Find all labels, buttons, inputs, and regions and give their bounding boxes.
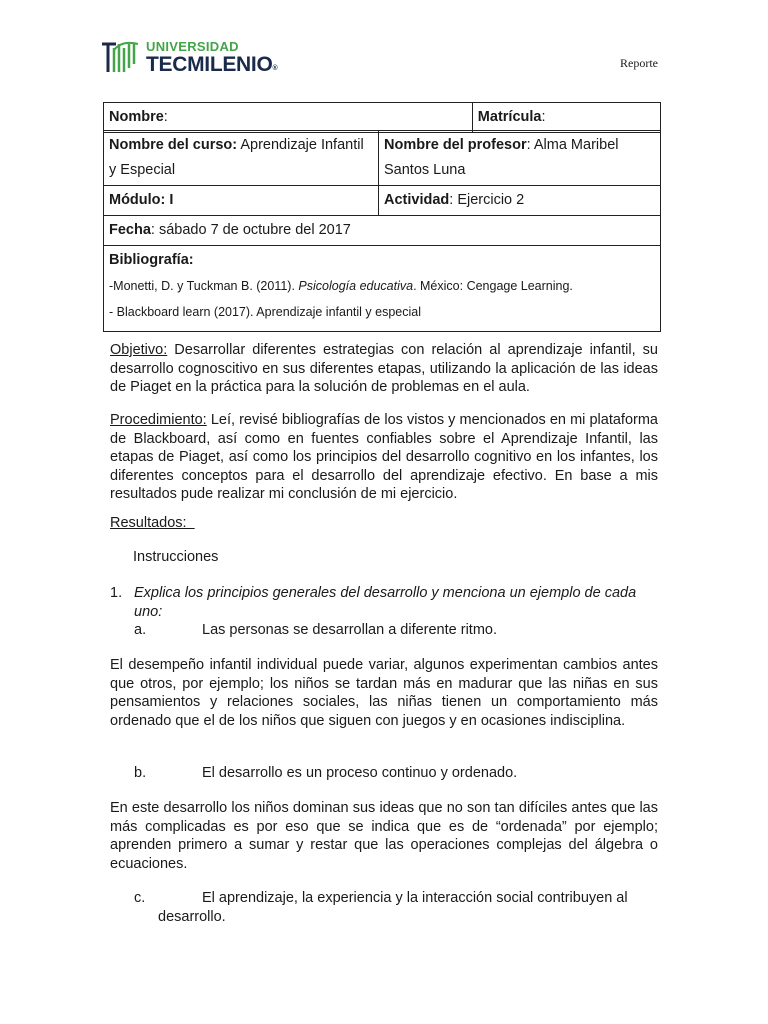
cell-nombre: Nombre: [104, 103, 473, 133]
item-c-text-continued: desarrollo. [158, 909, 226, 925]
tecmilenio-logo [100, 38, 300, 78]
question-1-text: Explica los principios generales del desarrollo y menciona un ejemplo de cada uno: [134, 585, 637, 620]
bibliography-item: -Monetti, D. y Tuckman B. (2011). Psicología educativa. México: Cengage Learning. [109, 279, 573, 293]
item-c-text: El aprendizaje, la experiencia y la interacción social contribuyen al [202, 890, 628, 906]
item-a-text: Las personas se desarrollan a diferente ritmo. [202, 622, 497, 638]
cell-matricula: Matrícula: [472, 103, 660, 133]
resultados-heading: Resultados: [110, 515, 195, 531]
cell-modulo: Módulo: I [104, 186, 379, 216]
bibliography-list [109, 277, 655, 321]
cell-actividad: Actividad: Ejercicio 2 [379, 186, 661, 216]
item-a-label: a. [134, 622, 147, 638]
item-b-text: El desarrollo es un proceso continuo y ordenado. [202, 765, 518, 781]
procedimiento-paragraph: Procedimiento: Leí, revisé bibliografías de los vistos y mencionados en mi plataforma de Blackboard, así como en fuentes confiables sobre el Aprendizaje Infantil, las etapas de Piaget, así como los principios del desarrollo cognitivo en los infantes, los diferentes conceptos para el desarrollo del aprendizaje efectivo. En base a mis resultados pude realizar mi conclusión de mi ejercicio. [110, 412, 658, 502]
cell-fecha: Fecha: sábado 7 de octubre del 2017 [104, 216, 661, 246]
report-label: Reporte [620, 56, 658, 70]
cell-profesor: Nombre del profesor: Alma Maribel Santos Luna [379, 131, 661, 186]
student-info-table [103, 102, 661, 133]
cell-bibliografia: Bibliografía: -Monetti, D. y Tuckman B. (2011). Psicología educativa. México: Cengage Learning. - Blackboard learn (2017). Aprendizaje infantil y especial [104, 246, 661, 332]
item-a-paragraph: El desempeño infantil individual puede variar, algunos experimentan cambios antes que otros, por ejemplo; los niños se tardan más en madurar que las niñas en sus pensamientos y relaciones sociales, las niñas tienen un comportamiento más ordenado que el de los niños que siguen con juegos y en ocasiones indisciplina. [110, 657, 658, 729]
item-b-paragraph: En este desarrollo los niños dominan sus ideas que no son tan difíciles antes que las más complicadas es por eso que se indica que es de “ordenada” por ejemplo; aprenden primero a sumar y restar que las operaciones complejas del álgebra o ecuaciones. [110, 800, 658, 872]
bibliography-item: - Blackboard learn (2017). Aprendizaje infantil y especial [109, 305, 421, 319]
item-c-label: c. [134, 890, 146, 906]
item-b-label: b. [134, 765, 147, 781]
objetivo-paragraph: Objetivo: Desarrollar diferentes estrategias con relación al aprendizaje infantil, su desarrollo cognoscitivo en sus diferentes etapas, utilizando la aplicación de las ideas de Piaget en la práctica para la solución de problemas en el aula. [110, 342, 658, 395]
instrucciones-label: Instrucciones [133, 549, 219, 565]
cell-curso: Nombre del curso: Aprendizaje Infantil y Especial [104, 131, 379, 186]
course-info-table [103, 130, 661, 332]
logo-mark-icon [100, 38, 144, 76]
question-1-number: 1. [110, 585, 123, 601]
logo-text-tecmilenio: TECMILENIO® [146, 53, 278, 76]
logo-text-universidad: UNIVERSIDAD [146, 39, 239, 54]
